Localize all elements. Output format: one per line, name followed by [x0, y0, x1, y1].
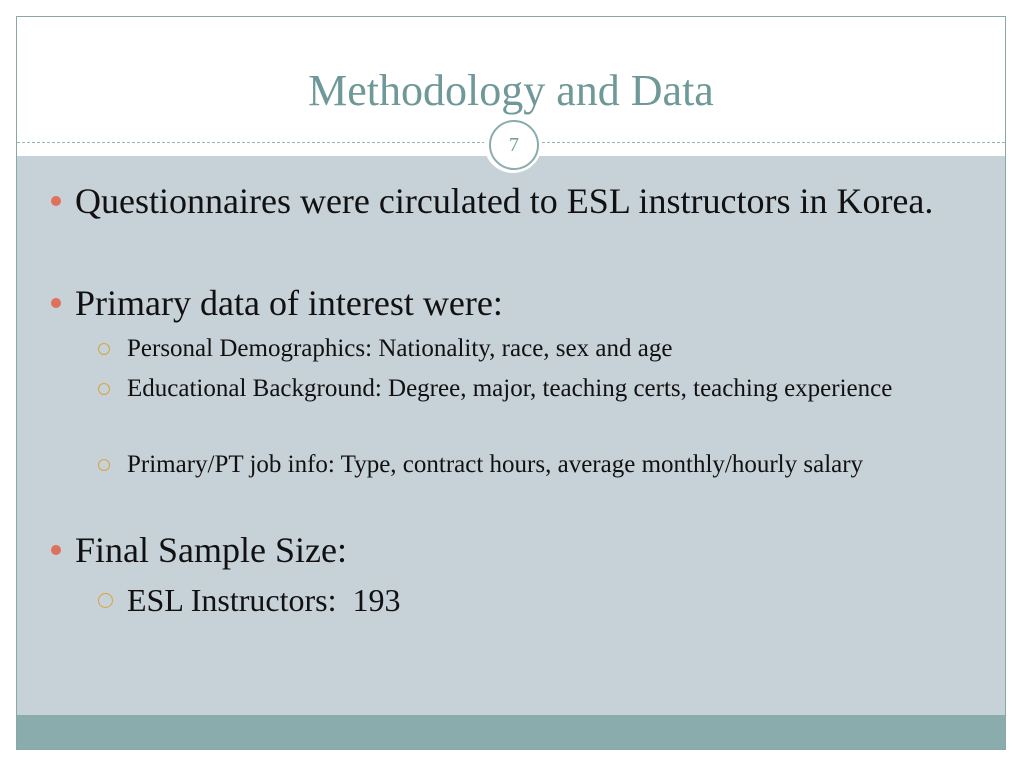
sub-bullet-esl-instructors: ESL Instructors: 193: [127, 582, 401, 618]
sub-bullet-ring-icon: [98, 343, 110, 355]
page-number: 7: [489, 120, 539, 170]
sub-bullet-ring-icon: [98, 383, 110, 395]
sub-bullet-personal-demographics: Personal Demographics: Nationality, race, sex and age: [127, 335, 673, 362]
bullet-dot-icon: [51, 298, 61, 308]
bullet-dot-icon: [51, 196, 61, 206]
sub-bullet-educational-background: Educational Background: Degree, major, teaching certs, teaching experience: [127, 375, 893, 402]
sub-bullet-ring-icon: [98, 593, 113, 608]
bullet-questionnaires: Questionnaires were circulated to ESL instructors in Korea.: [75, 181, 934, 221]
content-area: [17, 156, 1005, 715]
bullet-final-sample-size: Final Sample Size:: [75, 530, 347, 570]
slide-title: Methodology and Data: [308, 66, 714, 115]
sub-bullet-ring-icon: [98, 459, 110, 471]
sub-bullet-job-info: Primary/PT job info: Type, contract hours, average monthly/hourly salary: [127, 451, 864, 478]
page-number-badge: [484, 115, 542, 173]
bullet-primary-data: Primary data of interest were:: [75, 283, 503, 323]
bullet-dot-icon: [51, 545, 61, 555]
footer-bar: [17, 715, 1005, 749]
